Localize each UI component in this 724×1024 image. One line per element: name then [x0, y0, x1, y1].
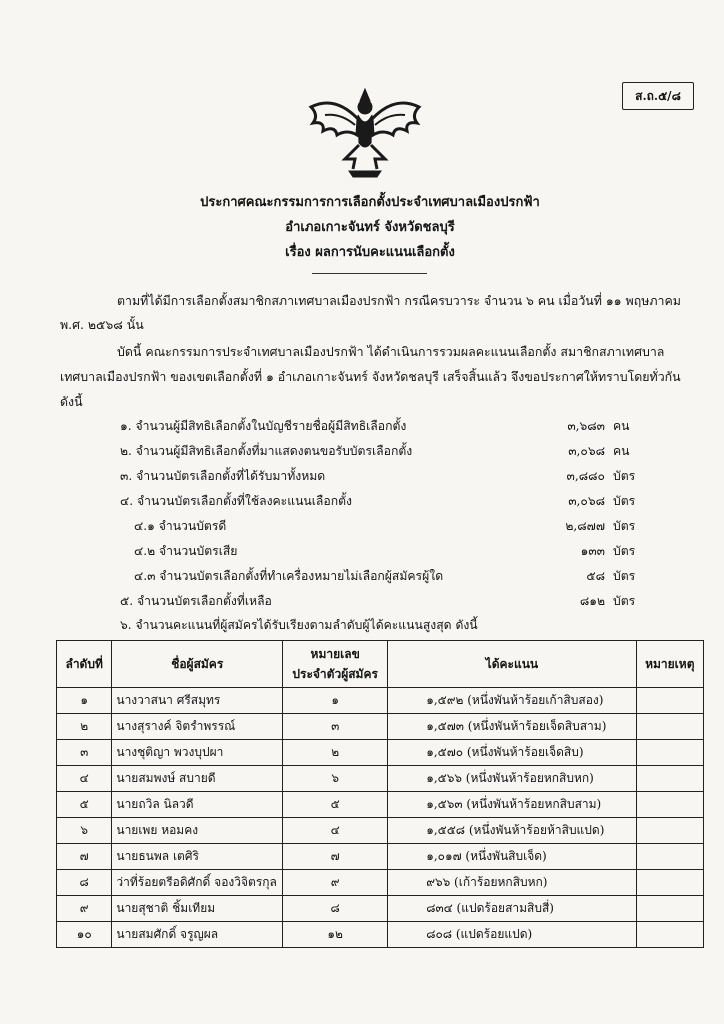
cell-number: ๖: [283, 766, 388, 792]
cell-name: นายสมพงษ์ สบายดี: [112, 766, 283, 792]
header-rank: ลำดับที่: [57, 641, 112, 688]
cell-score: ๑,๕๗๓ (หนึ่งพันห้าร้อยเจ็ดสิบสาม): [388, 714, 636, 740]
summary-item: [120, 488, 655, 514]
summary-unit: คน: [613, 444, 630, 458]
cell-score: ๘๐๘ (แปดร้อยแปด): [388, 922, 636, 948]
cell-remark: [636, 818, 703, 844]
cell-rank: ๑๐: [57, 922, 112, 948]
cell-rank: ๑: [57, 688, 112, 714]
summary-label: ๔.๒ จำนวนบัตรเสีย: [134, 544, 238, 558]
summary-label: ๒. จำนวนผู้มีสิทธิเลือกตั้งที่มาแสดงตนขอรับบัตรเลือกตั้ง: [120, 444, 413, 458]
cell-rank: ๘: [57, 870, 112, 896]
summary-value: ๒,๘๗๗: [565, 519, 605, 533]
summary-unit: บัตร: [613, 594, 636, 608]
cell-remark: [636, 766, 703, 792]
intro-para2-line1: บัดนี้ คณะกรรมการประจำเทศบาลเมืองปรกฟ้า ได้ดำเนินการรวมผลคะแนนเลือกตั้ง สมาชิกสภาเทศบาล: [117, 344, 665, 359]
summary-label: ๓. จำนวนบัตรเลือกตั้งที่ได้รับมาทั้งหมด: [120, 469, 326, 483]
summary-value: ๑๓๓: [580, 544, 605, 558]
cell-number: ๓: [283, 714, 388, 740]
cell-remark: [636, 844, 703, 870]
cell-name: นางสุรางค์ จิตรำพรรณ์: [112, 714, 283, 740]
cell-name: นายสุชาติ ชิ้มเทียม: [112, 896, 283, 922]
summary-subitem: [120, 563, 655, 589]
header-number: [283, 641, 388, 688]
cell-remark: [636, 740, 703, 766]
cell-number: ๑๒: [283, 922, 388, 948]
cell-score: ๑,๕๖๖ (หนึ่งพันห้าร้อยหกสิบหก): [388, 766, 636, 792]
cell-rank: ๗: [57, 844, 112, 870]
table-row: [57, 922, 704, 948]
summary-unit: บัตร: [613, 569, 636, 583]
table-row: [57, 896, 704, 922]
results-table: [56, 640, 704, 948]
cell-rank: ๔: [57, 766, 112, 792]
summary-value: ๓,๖๘๓: [567, 419, 605, 433]
table-row: [57, 688, 704, 714]
summary-label: ๔.๑ จำนวนบัตรดี: [134, 519, 227, 533]
table-header-row: [57, 641, 704, 688]
summary-label: ๑. จำนวนผู้มีสิทธิเลือกตั้งในบัญชีรายชื่อผู้มีสิทธิเลือกตั้ง: [120, 419, 407, 433]
summary-unit: คน: [613, 419, 630, 433]
header-title: ประกาศคณะกรรมการการเลือกตั้งประจำเทศบาลเมืองปรกฟ้า: [200, 195, 540, 210]
cell-number: ๙: [283, 870, 388, 896]
summary-item: [120, 612, 655, 638]
cell-number: ๗: [283, 844, 388, 870]
table-row: [57, 740, 704, 766]
table-row: [57, 792, 704, 818]
summary-label: ๔. จำนวนบัตรเลือกตั้งที่ใช้ลงคะแนนเลือกตั้ง: [120, 494, 352, 508]
summary-subitem: [120, 513, 655, 539]
summary-item: [120, 588, 655, 614]
cell-score: ๑,๕๖๓ (หนึ่งพันห้าร้อยหกสิบสาม): [388, 792, 636, 818]
header-remark: หมายเหตุ: [636, 641, 703, 688]
cell-rank: ๒: [57, 714, 112, 740]
summary-subitem: [120, 538, 655, 564]
header-district: อำเภอเกาะจันทร์ จังหวัดชลบุรี: [285, 220, 455, 235]
form-code-box: ส.ถ.๕/๘: [622, 82, 694, 110]
summary-item: [120, 463, 655, 489]
summary-label: ๖. จำนวนคะแนนที่ผู้สมัครได้รับเรียงตามลำดับผู้ได้คะแนนสูงสุด ดังนี้: [120, 618, 478, 632]
intro-para1-line2: พ.ศ. ๒๕๖๘ นั้น: [60, 317, 144, 332]
table-row: [57, 844, 704, 870]
divider: [312, 273, 427, 274]
cell-number: ๘: [283, 896, 388, 922]
table-row: [57, 870, 704, 896]
announcement-header: [90, 190, 650, 265]
cell-number: ๒: [283, 740, 388, 766]
summary-value: ๓,๐๖๘: [568, 444, 605, 458]
cell-name: ว่าที่ร้อยตรีอดิศักดิ์ จองวิจิตรกุล: [112, 870, 283, 896]
summary-unit: บัตร: [613, 519, 636, 533]
summary-value: ๓,๘๘๐: [566, 469, 605, 483]
table-row: [57, 818, 704, 844]
cell-remark: [636, 688, 703, 714]
intro-para1-line1: ตามที่ได้มีการเลือกตั้งสมาชิกสภาเทศบาลเมืองปรกฟ้า กรณีครบวาระ จำนวน ๖ คน เมื่อวันที่ ๑๑ พฤษภาคม: [117, 293, 681, 308]
cell-score: ๑,๕๗๐ (หนึ่งพันห้าร้อยเจ็ดสิบ): [388, 740, 636, 766]
intro-para2-line3: ดังนี้: [60, 394, 83, 409]
summary-unit: บัตร: [613, 469, 636, 483]
cell-remark: [636, 896, 703, 922]
header-number-line2: ประจำตัวผู้สมัคร: [292, 667, 378, 681]
cell-remark: [636, 792, 703, 818]
cell-score: ๑,๕๙๒ (หนึ่งพันห้าร้อยเก้าสิบสอง): [388, 688, 636, 714]
cell-name: นายเพย หอมคง: [112, 818, 283, 844]
summary-value: ๓,๐๖๘: [568, 494, 605, 508]
cell-number: ๑: [283, 688, 388, 714]
cell-remark: [636, 714, 703, 740]
cell-score: ๙๖๖ (เก้าร้อยหกสิบหก): [388, 870, 636, 896]
header-subject: เรื่อง ผลการนับคะแนนเลือกตั้ง: [285, 245, 455, 260]
header-score: ได้คะแนน: [388, 641, 636, 688]
summary-item: [120, 438, 655, 464]
cell-rank: ๙: [57, 896, 112, 922]
cell-score: ๘๓๔ (แปดร้อยสามสิบสี่): [388, 896, 636, 922]
cell-name: นายถวิล นิลวดี: [112, 792, 283, 818]
header-name: ชื่อผู้สมัคร: [112, 641, 283, 688]
header-number-line1: หมายเลข: [310, 647, 360, 661]
cell-score: ๑,๐๑๗ (หนึ่งพันสิบเจ็ด): [388, 844, 636, 870]
summary-value: ๘๑๒: [579, 594, 605, 608]
cell-rank: ๖: [57, 818, 112, 844]
summary-label: ๕. จำนวนบัตรเลือกตั้งที่เหลือ: [120, 594, 272, 608]
cell-number: ๕: [283, 792, 388, 818]
cell-name: นางวาสนา ศรีสมุทร: [112, 688, 283, 714]
cell-rank: ๕: [57, 792, 112, 818]
summary-item: [120, 413, 655, 439]
cell-number: ๔: [283, 818, 388, 844]
cell-remark: [636, 870, 703, 896]
cell-rank: ๓: [57, 740, 112, 766]
cell-name: นางชุติญา พวงบุปผา: [112, 740, 283, 766]
cell-remark: [636, 922, 703, 948]
cell-name: นายธนพล เตศิริ: [112, 844, 283, 870]
cell-score: ๑,๕๕๘ (หนึ่งพันห้าร้อยห้าสิบแปด): [388, 818, 636, 844]
summary-value: ๕๘: [586, 569, 605, 583]
table-row: [57, 766, 704, 792]
summary-unit: บัตร: [613, 494, 636, 508]
summary-unit: บัตร: [613, 544, 636, 558]
intro-para2-line2: เทศบาลเมืองปรกฟ้า ของเขตเลือกตั้งที่ ๑ อำเภอเกาะจันทร์ จังหวัดชลบุรี เสร็จสิ้นแล้ว จึงขอประกาศให้ทราบโดยทั่วกัน: [60, 369, 681, 384]
summary-label: ๔.๓ จำนวนบัตรเลือกตั้งที่ทำเครื่องหมายไม่เลือกผู้สมัครผู้ใด: [134, 569, 444, 583]
table-row: [57, 714, 704, 740]
cell-name: นายสมศักดิ์ จรูญผล: [112, 922, 283, 948]
garuda-emblem-icon: [305, 85, 425, 180]
